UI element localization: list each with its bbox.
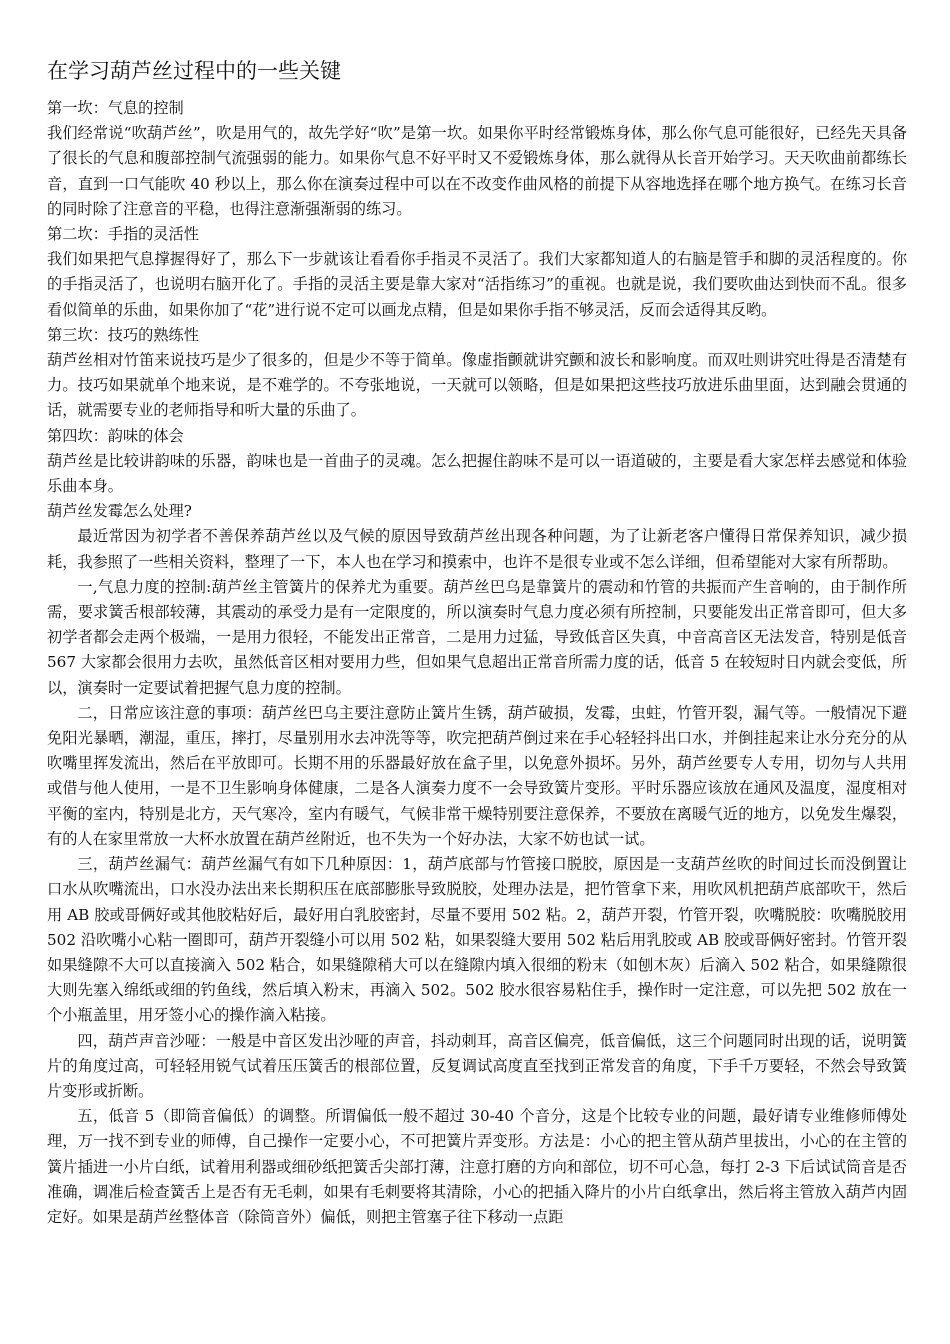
document-body	[47, 96, 907, 1230]
section-heading-fingers: 第二坎：手指的灵活性	[47, 225, 199, 244]
paragraph-charm: 葫芦丝是比较讲韵味的乐器，韵味也是一首曲子的灵魂。怎么把握住韵味不是可以一语道破的，主要是看大家怎样去感觉和体验乐曲本身。	[47, 451, 907, 496]
paragraph-item-2: 二，日常应该注意的事项：葫芦丝巴乌主要注意防止簧片生锈，葫芦破损，发霉，虫蛀，竹管开裂，漏气等。一般情况下避免阳光暴晒，潮湿，重压，摔打，尽量别用水去冲洗等等，吹完把葫芦倒过来在手心轻轻抖出口水，并倒挂起来让水分充分的从吹嘴里挥发流出，然后在平放即可。长期不用的乐器最好放在盒子里，以免意外损坏。另外，葫芦丝要专人专用，切勿与人共用或借与他人使用，一是不卫生影响身体健康，二是各人演奏力度不一会导致簧片变形。平时乐器应该放在通风及温度，湿度相对平衡的室内，特别是北方，天气寒冷，室内有暖气，气候非常干燥特别要注意保养，不要放在离暖气近的地方，以免发生爆裂，有的人在家里常放一大杯水放置在葫芦丝附近，也不失为一个好办法，大家不妨也试一试。	[47, 703, 907, 848]
paragraph-item-3: 三，葫芦丝漏气：葫芦丝漏气有如下几种原因：1，葫芦底部与竹管接口脱胶，原因是一支葫芦丝吹的时间过长而没倒置让口水从吹嘴流出，口水没办法出来长期积压在底部膨胀导致脱胶，处理办法是，把竹管拿下来，用吹风机把葫芦底部吹干，然后用 AB 胶或哥俩好或其他胶粘好后，最好用白乳胶密封，尽量不要用 502 粘。2，葫芦开裂，竹管开裂，吹嘴脱胶：吹嘴脱胶用 502 沿吹嘴小心粘一圈即可，葫芦开裂缝小可以用 502 粘，如果裂缝大要用 502 粘后用乳胶或 AB 胶或哥俩好密封。竹管开裂如果缝隙不大可以直接滴入 502 粘合，如果缝隙稍大可以在缝隙内填入很细的粉末（如刨木灰）后滴入 502 粘合，如果缝隙很大则先塞入绵纸或细的钓鱼线，然后填入粉末，再滴入 502。502 胶水很容易粘住手，操作时一定注意，可以先把 502 放在一个小瓶盖里，用牙签小心的操作滴入粘接。	[47, 855, 907, 1025]
section-heading-breath: 第一坎：气息的控制	[47, 99, 184, 117]
section-heading-technique: 第三坎：技巧的熟练性	[47, 325, 199, 344]
document-title: 在学习葫芦丝过程中的一些关键	[47, 59, 341, 83]
document-page	[47, 0, 907, 1230]
paragraph-fingers: 我们如果把气息撑握得好了，那么下一步就该让看看你手指灵不灵活了。我们大家都知道人的右脑是管手和脚的灵活程度的。你的手指灵活了，也说明右脑开化了。手指的灵活主要是靠大家对“活指练习”的重视。也就是说，我们要吹曲达到快而不乱。很多看似简单的乐曲，如果你加了“花”进行说不定可以画龙点精，但是如果你手指不够灵活，反而会适得其反哟。	[47, 250, 907, 319]
section-heading-charm: 第四坎：韵味的体会	[47, 426, 184, 445]
paragraph-item-5: 五，低音 5（即筒音偏低）的调整。所谓偏低一般不超过 30-40 个音分，这是个比较专业的问题，最好请专业维修师傅处理，万一找不到专业的师傅，自己操作一定要小心，不可把簧片弄变形。方法是：小心的把主管从葫芦里拔出，小心的在主管的簧片插进一小片白纸，试着用利器或细砂纸把簧舌尖部打薄，注意打磨的方向和部位，切不可心急，每打 2-3 下后试试筒音是否准确，调准后检查簧舌上是否有无毛刺，如果有毛刺要将其清除，小心的把插入降片的小片白纸拿出，然后将主管放入葫芦内固定好。如果是葫芦丝整体音（除筒音外）偏低，则把主管塞子往下移动一点距	[47, 1107, 907, 1226]
paragraph-item-4: 四，葫芦声音沙哑：一般是中音区发出沙哑的声音，抖动刺耳，高音区偏亮，低音偏低，这三个问题同时出现的话，说明簧片的角度过高，可轻轻用锐气试着压压簧舌的根部位置，反复调试高度直至找到正常发音的角度，下手千万要轻，不然会导致簧片变形或折断。	[47, 1031, 907, 1100]
section-heading-mold: 葫芦丝发霉怎么处理?	[47, 502, 192, 521]
paragraph-breath: 我们经常说“吹葫芦丝”，吹是用气的，故先学好“吹”是第一坎。如果你平时经常锻炼身体，那么你气息可能很好，已经先天具备了很长的气息和腹部控制气流强弱的能力。如果你气息不好平时又不爱锻炼身体，那么就得从长音开始学习。天天吹曲前都练长音，直到一口气能吹 40 秒以上，那么你在演奏过程中可以在不改变作曲风格的前提下从容地选择在哪个地方换气。在练习长音的同时除了注意音的平稳，也得注意渐强渐弱的练习。	[47, 124, 907, 218]
paragraph-technique: 葫芦丝相对竹笛来说技巧是少了很多的，但是少不等于简单。像虚指颤就讲究颤和波长和影响度。而双吐则讲究吐得是否清楚有力。技巧如果就单个地来说，是不难学的。不夸张地说，一天就可以领略，但是如果把这些技巧放进乐曲里面，达到融会贯通的话，就需要专业的老师指导和听大量的乐曲了。	[47, 351, 907, 420]
paragraph-item-1: 一,气息力度的控制:葫芦丝主管簧片的保养尤为重要。葫芦丝巴乌是靠簧片的震动和竹管的共振而产生音响的，由于制作所需，要求簧舌根部较薄，其震动的承受力是有一定限度的，所以演奏时气息力度必须有所控制，只要能发出正常音即可，但大多初学者都会走两个极端，一是用力很轻，不能发出正常音，二是用力过猛，导致低音区失真，中音高音区无法发音，特别是低音 567 大家都会很用力去吹，虽然低音区相对要用力些，但如果气息超出正常音所需力度的话，低音 5 在较短时日内就会变低，所以，演奏时一定要试着把握气息力度的控制。	[47, 577, 907, 697]
paragraph-intro: 最近常因为初学者不善保养葫芦丝以及气候的原因导致葫芦丝出现各种问题，为了让新老客户懂得日常保养知识，减少损耗，我参照了一些相关资料，整理了一下，本人也在学习和摸索中，也许不是很专业或不怎么详细，但希望能对大家有所帮助。	[47, 527, 907, 571]
